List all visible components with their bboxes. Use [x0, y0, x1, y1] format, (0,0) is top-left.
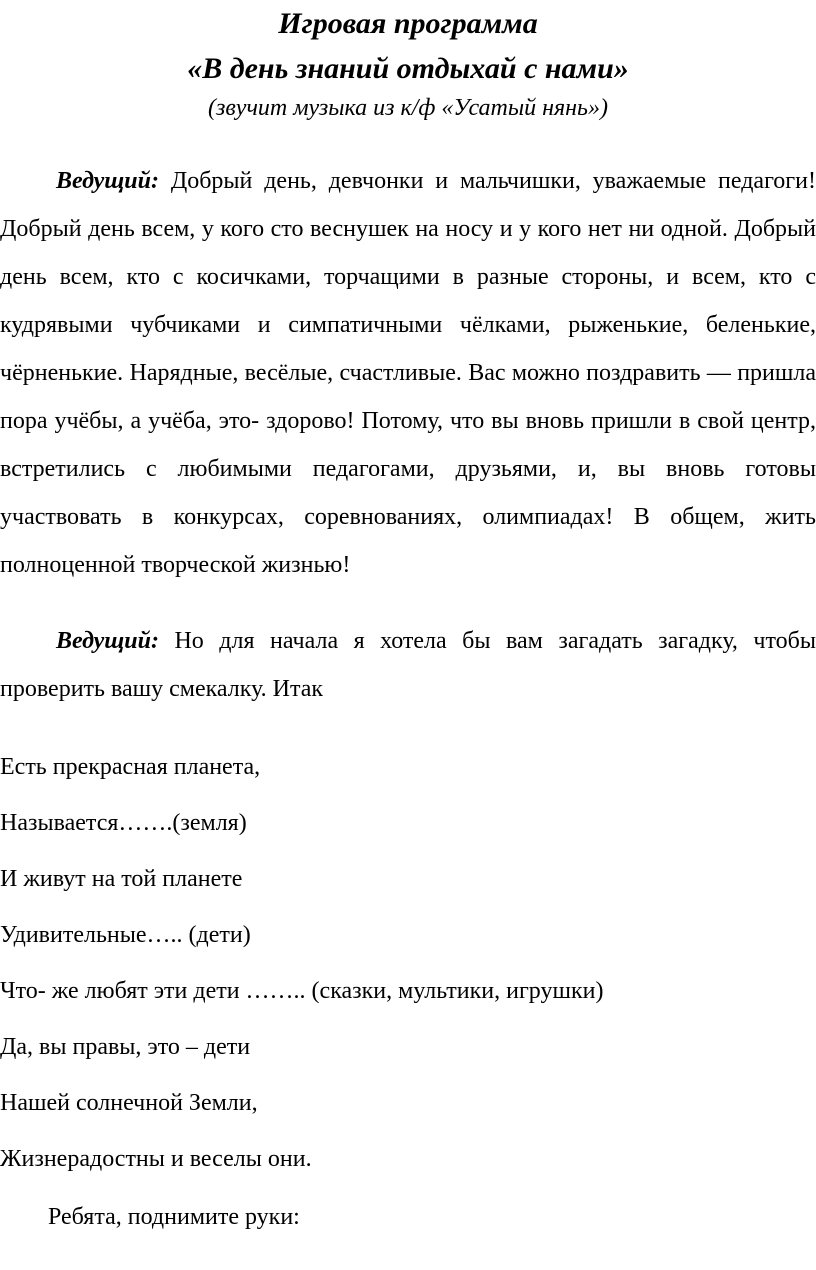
- poem-line: Называется…….(земля): [0, 810, 247, 836]
- speaker-label: Ведущий:: [56, 628, 159, 654]
- speaker-label: Ведущий:: [56, 168, 159, 194]
- poem-line: Да, вы правы, это – дети: [0, 1034, 251, 1060]
- speech-text: Но для начала я хотела бы вам загадать загадку, чтобы проверить вашу смекалку. Итак: [0, 628, 816, 702]
- program-name: «В день знаний отдыхай с нами»: [187, 52, 629, 85]
- poem-line: Нашей солнечной Земли,: [0, 1090, 258, 1116]
- riddle-poem: [0, 739, 816, 1187]
- closing-line: Ребята, поднимите руки:: [48, 1204, 300, 1230]
- poem-line: Что- же любят эти дети …….. (сказки, мультики, игрушки): [0, 978, 604, 1004]
- stage-direction: (звучит музыка из к/ф «Усатый нянь»): [208, 95, 608, 121]
- poem-line: Жизнерадостны и веселы они.: [0, 1146, 312, 1172]
- poem-line: Есть прекрасная планета,: [0, 754, 261, 780]
- poem-line: И живут на той планете: [0, 866, 243, 892]
- document-header: [0, 0, 816, 125]
- speech-text: Добрый день, девчонки и мальчишки, уважаемые педагоги! Добрый день всем, у кого сто веснушек на носу и у кого нет ни одной. Добрый день всем, кто с косичками, торчащими в разные стороны, и всем, кто с кудрявыми чубчиками и симпатичными чёлками, рыженькие, беленькие, чёрненькие. Нарядные, весёлые, счастливые. Вас можно поздравить — пришла пора учёбы, а учёба, это- здорово! Потому, что вы вновь пришли в свой центр, встретились с любимыми педагогами, друзьями, и, вы вновь готовы участвовать в конкурсах, соревнованиях, олимпиадах! В общем, жить полноценной творческой жизнью!: [0, 168, 816, 578]
- program-title: Игровая программа: [278, 7, 538, 40]
- host-speech-1: [0, 157, 816, 589]
- host-speech-2: [0, 617, 816, 713]
- poem-line: Удивительные….. (дети): [0, 922, 251, 948]
